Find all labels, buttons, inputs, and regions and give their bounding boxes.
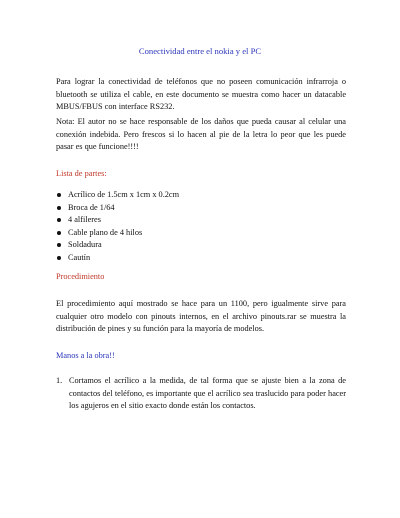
document-title: Conectividad entre el nokia y el PC xyxy=(138,46,262,56)
list-item xyxy=(56,227,346,240)
steps-list xyxy=(56,375,346,413)
bullet-icon xyxy=(57,206,61,210)
parts-heading: Lista de partes: xyxy=(56,169,107,178)
hands-on-heading: Manos a la obra!! xyxy=(56,351,115,360)
list-item-text: Soldadura xyxy=(68,240,102,250)
list-item xyxy=(56,239,346,252)
bullet-icon xyxy=(57,218,61,222)
list-item-text: Cable plano de 4 hilos xyxy=(68,227,143,237)
list-item-text: Broca de 1/64 xyxy=(68,202,115,212)
list-item xyxy=(56,202,346,215)
procedure-paragraph: El procedimiento aquí mostrado se hace para un 1100, pero igualmente sirve para cualquier otro modelo con pinouts internos, en el archivo pinouts.rar se muestra la distribución de pines y su función para la mayoría de modelos. xyxy=(56,299,346,334)
list-item-text: Acrílico de 1.5cm x 1cm x 0.2cm xyxy=(68,190,180,199)
list-item xyxy=(56,189,346,202)
list-item-text: 4 alfileres xyxy=(68,215,101,225)
list-item-text: Cautín xyxy=(68,252,91,262)
step-text: Cortamos el acrílico a la medida, de tal forma que se ajuste bien a la zona de contactos del teléfono, es importante que el acrílico sea traslucido para poder hacer los agujeros en el sitio exacto donde están los contactos. xyxy=(69,376,346,411)
parts-list xyxy=(56,189,346,265)
bullet-icon xyxy=(57,256,61,260)
step-number: 1. xyxy=(56,376,63,385)
intro-paragraph: Para lograr la conectividad de teléfonos que no poseen comunicación infrarroja o bluetooth se utiliza el cable, en este documento se muestra como hacer un datacable MBUS/FBUS con interface RS232. xyxy=(56,77,346,112)
list-item xyxy=(56,375,346,413)
list-item xyxy=(56,214,346,227)
bullet-icon xyxy=(57,193,61,197)
list-item xyxy=(56,252,346,265)
note-paragraph: Nota: El autor no se hace responsable de los daños que pueda causar al celular una conexión indebida. Pero frescos si lo hacen al pie de la letra lo peor que les puede pasar es que funcione!!!! xyxy=(56,117,346,152)
bullet-icon xyxy=(57,243,61,247)
bullet-icon xyxy=(57,231,61,235)
procedure-heading: Procedimiento xyxy=(56,272,105,281)
